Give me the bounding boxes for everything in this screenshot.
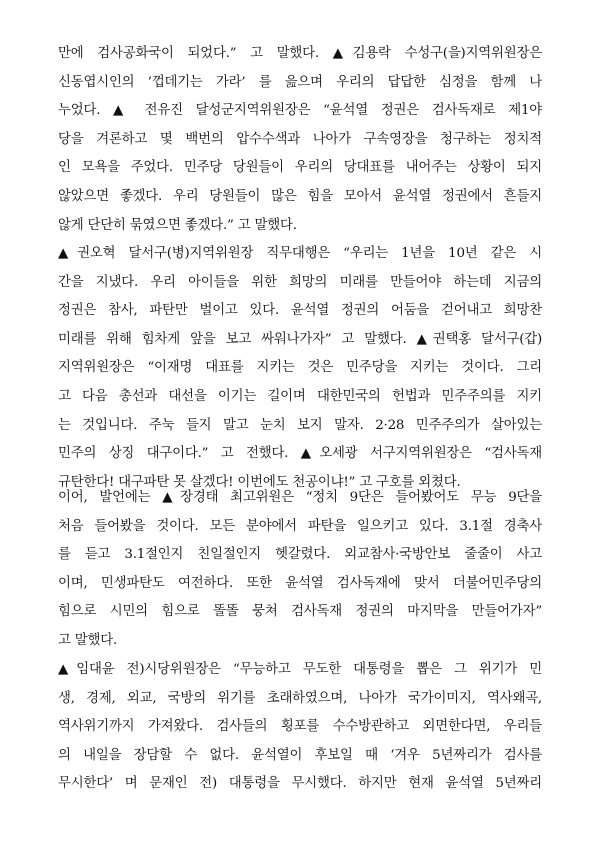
paragraph — [58, 484, 542, 656]
text-line: 지역위원장은 “이재명 대표를 지키는 것은 민주당을 지키는 것이다. 그리 — [58, 360, 542, 376]
text-line: 이어, 발언에는 ▲장경태 최고위원은 “정치 9단은 들어봤어도 무능 9단을 — [58, 490, 542, 505]
text-line: 간을 지냈다. 우리 아이들을 위한 희망의 미래를 만들어야 하는데 지금의 — [58, 274, 542, 290]
text-line: 생, 경제, 외교, 국방의 위기를 초래하였으며, 나아가 국가이미지, 역사왜곡, — [58, 690, 542, 706]
text-line: 않았으면 좋겠다. 우리 당원들이 많은 힘을 모아서 윤석열 정권에서 흔들지 — [58, 188, 542, 204]
text-line: ▲권오혁 달서구(병)지역위원장 직무대행은 “우리는 1년을 10년 같은 시 — [58, 246, 542, 261]
text-line: 는 것입니다. 주눅 들지 말고 눈치 보지 말자. 2·28 민주주의가 살아있는 — [58, 417, 542, 433]
text-line: 당을 겨론하고 몇 백번의 압수수색과 나아가 구속영장을 청구하는 정치적 — [58, 131, 542, 147]
text-line: 정권은 참사, 파탄만 벌이고 있다. 윤석열 정권의 어둠을 걷어내고 희망찬 — [58, 303, 542, 319]
text-line: 의 내일을 장담할 수 없다. 윤석열이 후보일 때 ‘겨우 5년짜리가 검사를 — [58, 747, 542, 763]
text-line: 역사위기까지 가져왔다. 검사들의 횡포를 수수방관하고 외면한다면, 우리들 — [58, 719, 542, 735]
text-line: 처음 들어봤을 것이다. 모든 분야에서 파탄을 일으키고 있다. 3.1절 경축사 — [58, 518, 542, 534]
paragraph — [58, 240, 542, 497]
text-line: 고 말했다. — [58, 632, 118, 648]
text-line: 미래를 위해 힘차게 앞을 보고 싸워나가자” 고 말했다. ▲권택홍 달서구(갑) — [58, 331, 542, 347]
text-line: 고 다음 총선과 대선을 이기는 길이며 대한민국의 헌법과 민주주의를 지키 — [58, 388, 542, 404]
text-line: 않게 단단히 묶였으면 좋겠다.” 고 말했다. — [58, 217, 297, 233]
text-line: 힘으로 시민의 힘으로 똘똘 뭉쳐 검사독재 정권의 마지막을 만들어가자” — [58, 604, 542, 620]
text-line: 누었다. ▲ 전유진 달성군지역위원장은 “윤석열 정권은 검사독재로 제1야 — [58, 103, 542, 119]
text-line: ▲임대윤 전)시당위원장은 “무능하고 무도한 대통령을 뽑은 그 위기가 민 — [58, 662, 542, 677]
text-line: 신동엽시인의 ‘껍데기는 가라’ 를 읊으며 우리의 답답한 심정을 함께 나 — [58, 74, 542, 90]
text-line: 민주의 상징 대구이다.” 고 전했다. ▲오세광 서구지역위원장은 “검사독재 — [58, 446, 542, 462]
text-line: 무시한다’ 며 문재인 전) 대통령을 무시했다. 하지만 현재 윤석열 5년짜리 — [58, 776, 542, 792]
text-line: 만에 검사공화국이 되었다.” 고 말했다. ▲김용락 수성구(을)지역위원장은 — [58, 46, 542, 61]
text-line: 를 듣고 3.1절인지 친일절인지 헷갈렸다. 외교참사·국방안보 줄줄이 사고 — [58, 547, 542, 563]
text-line: 규탄한다! 대구파탄 못 살겠다! 이번에도 천공이냐!” 고 구호를 외쳤다. — [58, 474, 461, 490]
text-line: 인 모욕을 주었다. 민주당 당원들이 우리의 당대표를 내어주는 상황이 되지 — [58, 160, 542, 176]
paragraph — [58, 40, 542, 240]
paragraph — [58, 656, 542, 799]
text-line: 이며, 민생파탄도 여전하다. 또한 윤석열 검사독재에 맞서 더불어민주당의 — [58, 575, 542, 591]
